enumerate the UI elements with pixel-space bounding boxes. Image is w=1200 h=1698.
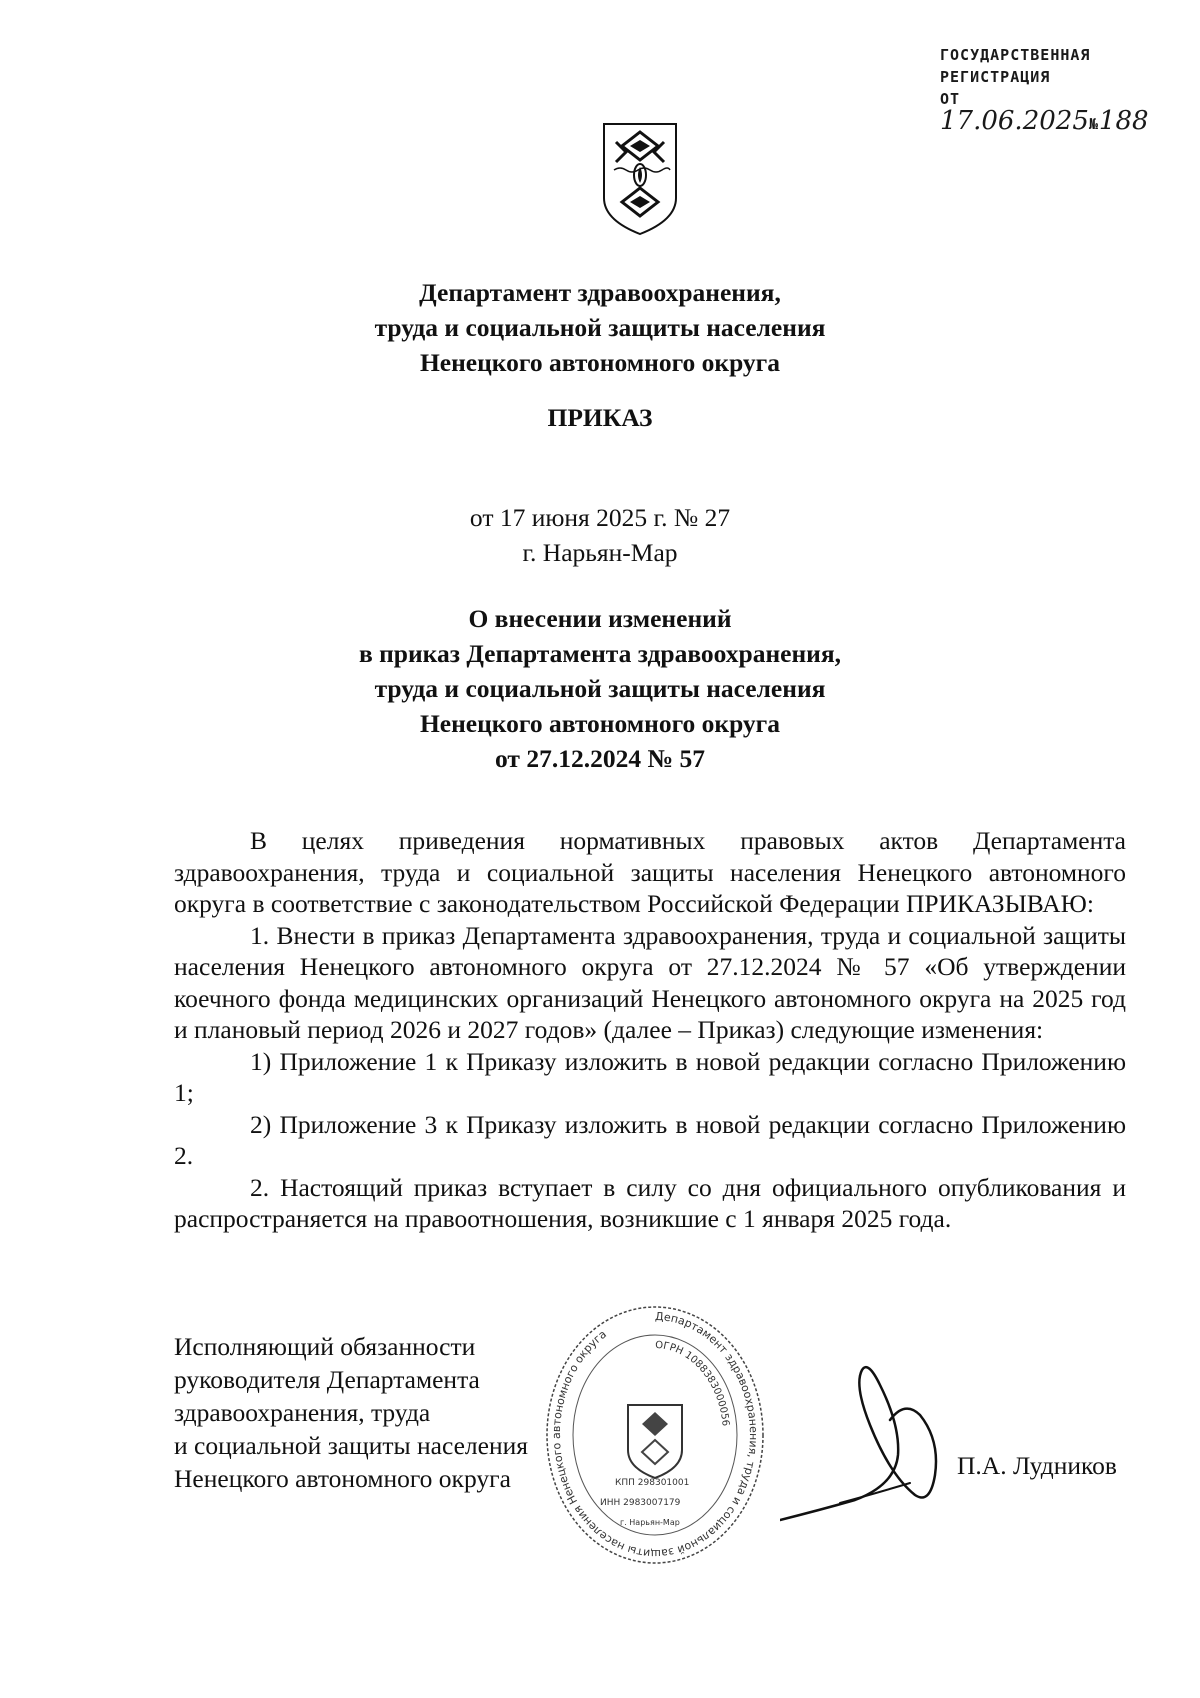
official-seal-icon bbox=[540, 1300, 770, 1570]
doc-date-line bbox=[0, 500, 1200, 570]
coat-of-arms-icon bbox=[600, 120, 680, 238]
org-line-2: труда и социальной защиты населения bbox=[374, 313, 826, 342]
signer-title-line-3: здравоохранения, труда bbox=[174, 1398, 431, 1427]
registration-date: 17.06.2025 bbox=[940, 106, 1089, 136]
signer-title-line-2: руководителя Департамента bbox=[174, 1365, 480, 1394]
paragraph-item-1: 1. Внести в приказ Департамента здравоохранения, труда и социальной защиты населения Ненецкого автономного округа от 27.12.2024 № 57 «Об утверждении коечного фонда медицинских организаций Ненецкого автономного округа на 2025 год и плановый период 2026 и 2027 годов» (далее – Приказ) следующие изменения: bbox=[174, 920, 1126, 1044]
registration-number: 188 bbox=[1098, 106, 1149, 136]
seal-outer-text: Департамент здравоохранения, труда и социальной защиты населения Ненецкого автономного округа bbox=[549, 1309, 760, 1561]
paragraph-subitem-2: 2) Приложение 3 к Приказу изложить в новой редакции согласно Приложению 2. bbox=[174, 1109, 1126, 1170]
signer-name: П.А. Лудников bbox=[957, 1451, 1117, 1480]
org-name bbox=[0, 275, 1200, 380]
date-line: от 17 июня 2025 г. № 27 bbox=[469, 503, 731, 532]
seal-city-text: г. Нарьян-Мар bbox=[620, 1518, 680, 1527]
registration-stamp bbox=[940, 44, 1170, 135]
title-line-2: в приказ Департамента здравоохранения, bbox=[358, 639, 842, 668]
seal-kpp-text: КПП 298301001 bbox=[615, 1478, 690, 1488]
title-line-3: труда и социальной защиты населения bbox=[374, 674, 826, 703]
registration-stamp-date-line bbox=[940, 88, 1170, 135]
registration-stamp-line2: РЕГИСТРАЦИЯ bbox=[940, 68, 1051, 86]
city-line: г. Нарьян-Мар bbox=[522, 538, 678, 567]
doc-title bbox=[0, 601, 1200, 776]
signature-block bbox=[174, 1330, 528, 1495]
title-line-5: от 27.12.2024 № 57 bbox=[495, 744, 705, 773]
body bbox=[174, 825, 1126, 1235]
org-line-1: Департамент здравоохранения, bbox=[419, 278, 781, 307]
registration-stamp-line1: ГОСУДАРСТВЕННАЯ bbox=[940, 46, 1091, 64]
title-line-4: Ненецкого автономного округа bbox=[419, 709, 781, 738]
paragraph-item-2: 2. Настоящий приказ вступает в силу со дня официального опубликования и распространяется на правоотношения, возникшие с 1 января 2025 года. bbox=[174, 1172, 1126, 1233]
registration-prefix: ОТ bbox=[940, 90, 961, 108]
org-line-3: Ненецкого автономного округа bbox=[419, 348, 781, 377]
paragraph-subitem-1: 1) Приложение 1 к Приказу изложить в новой редакции согласно Приложению 1; bbox=[174, 1046, 1126, 1107]
signer-title-line-1: Исполняющий обязанности bbox=[174, 1332, 476, 1361]
signer-title-line-4: и социальной защиты населения bbox=[174, 1431, 528, 1460]
paragraph-preamble: В целях приведения нормативных правовых актов Департамента здравоохранения, труда и социальной защиты населения Ненецкого автономного округа в соответствие с законодательством Российской Федерации ПРИКАЗЫВАЮ: bbox=[174, 826, 1126, 918]
signer-title-line-5: Ненецкого автономного округа bbox=[174, 1464, 511, 1493]
doc-type: ПРИКАЗ bbox=[547, 403, 653, 432]
seal-ogrn-text: ОГРН 1088383000056 bbox=[654, 1339, 731, 1427]
registration-number-sign: № bbox=[1088, 115, 1099, 133]
title-line-1: О внесении изменений bbox=[468, 604, 732, 633]
handwritten-signature-icon bbox=[780, 1345, 990, 1525]
seal-inn-text: ИНН 2983007179 bbox=[600, 1498, 681, 1508]
